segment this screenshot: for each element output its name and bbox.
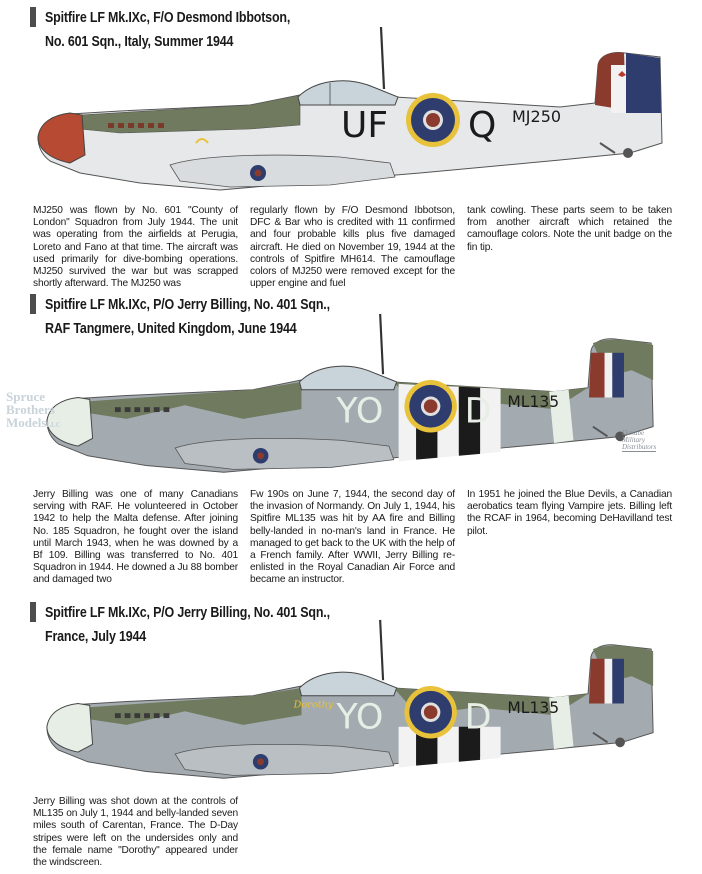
- profile-1-text-col1: MJ250 was flown by No. 601 "County of London" Squadron from July 1944. The unit was operating from the airfields at Perugia, Loreto and Fano at that time. The aircraft was used primarily for dive-bombing operations. MJ250 survived the war but was scrapped shortly afterward. The MJ250 was: [33, 205, 238, 290]
- profile-1-text-col2: regularly flown by F/O Desmond Ibbotson, DFC & Bar who is credited with 11 confirmed and four probable kills plus five damaged aircraft. He died on November 19, 1944 at the controls of Spitfire MH614. The camouflage colors of MJ250 were removed except for the upper engine and fuel: [250, 205, 455, 290]
- serial: ML135: [507, 699, 560, 718]
- spitfire-ml135-profile-a: [0, 312, 702, 482]
- distributor-logo: Danube Military Distributors: [622, 429, 657, 451]
- profile-section-2: [0, 290, 702, 590]
- antenna-mast: [381, 27, 384, 89]
- code-right: D: [464, 697, 492, 738]
- code-left: UF: [341, 105, 389, 146]
- serial: ML135: [507, 393, 560, 412]
- profile-1-title-line2: No. 601 Sqn., Italy, Summer 1944: [45, 34, 234, 50]
- code-left: YO: [336, 697, 384, 738]
- header-bar-icon: [30, 294, 36, 314]
- profile-3-text-col1: Jerry Billing was shot down at the controls of ML135 on July 1, 1944 and belly-landed seven miles south of Carentan, France. The D-Day stripes were left on the undersides only and the female name "Dorothy" appeared under the windscreen.: [33, 796, 238, 869]
- profile-2-text-col2: Fw 190s on June 7, 1944, the second day of the invasion of Normandy. On July 1, 1944, his Spitfire ML135 was hit by AA fire and Billing belly-landed in no-man's land in France. He managed to get back to the UK with the help of a French family. After WWII, Jerry Billing re-enlisted in the Royal Canadian Air Force and became an instructor.: [250, 489, 455, 586]
- profile-section-3: [0, 600, 702, 874]
- serial: MJ250: [512, 107, 562, 126]
- watermark-logo: [6, 390, 61, 432]
- header-bar-icon: [30, 7, 36, 27]
- profile-section-1: [0, 0, 702, 290]
- profile-3-title-line1: Spitfire LF Mk.IXc, P/O Jerry Billing, No. 401 Sqn.,: [45, 605, 330, 621]
- profile-2-title-line2: RAF Tangmere, United Kingdom, June 1944: [45, 321, 297, 337]
- nose-art-name: Dorothy: [293, 699, 334, 711]
- profile-1-title-line1: Spitfire LF Mk.IXc, F/O Desmond Ibbotson,: [45, 10, 291, 26]
- code-right: Q: [468, 105, 497, 146]
- profile-3-title-line2: France, July 1944: [45, 629, 147, 645]
- spitfire-mj250-profile: [0, 25, 702, 200]
- watermark-line2: Brothers: [6, 402, 55, 417]
- profile-1-text-col3: tank cowling. These parts seem to be taken from another aircraft which retained the camouflage colors. Note the unit badge on the fin tip.: [467, 205, 672, 253]
- watermark-line3: ModelsLLC: [6, 415, 61, 430]
- spitfire-ml135-profile-b: [0, 618, 702, 788]
- watermark-line1: Spruce: [6, 389, 45, 404]
- profile-2-title-line1: Spitfire LF Mk.IXc, P/O Jerry Billing, No. 401 Sqn.,: [45, 297, 330, 313]
- profile-2-text-col1: Jerry Billing was one of many Canadians serving with RAF. He volunteered in October 1942 to help the Malta defense. After joining No. 185 Squadron, he fought over the island until March 1943, when he was downed by a Bf 109. Billing was transferred to No. 401 Squadron in 1944. He downed a Ju 88 bomber and damaged two: [33, 489, 238, 586]
- code-right: D: [464, 391, 492, 432]
- code-left: YO: [336, 391, 384, 432]
- profile-2-text-col3: In 1951 he joined the Blue Devils, a Canadian aerobatics team flying Vampire jets. Billing left the RCAF in 1964, becoming DeHavilland test pilot.: [467, 489, 672, 537]
